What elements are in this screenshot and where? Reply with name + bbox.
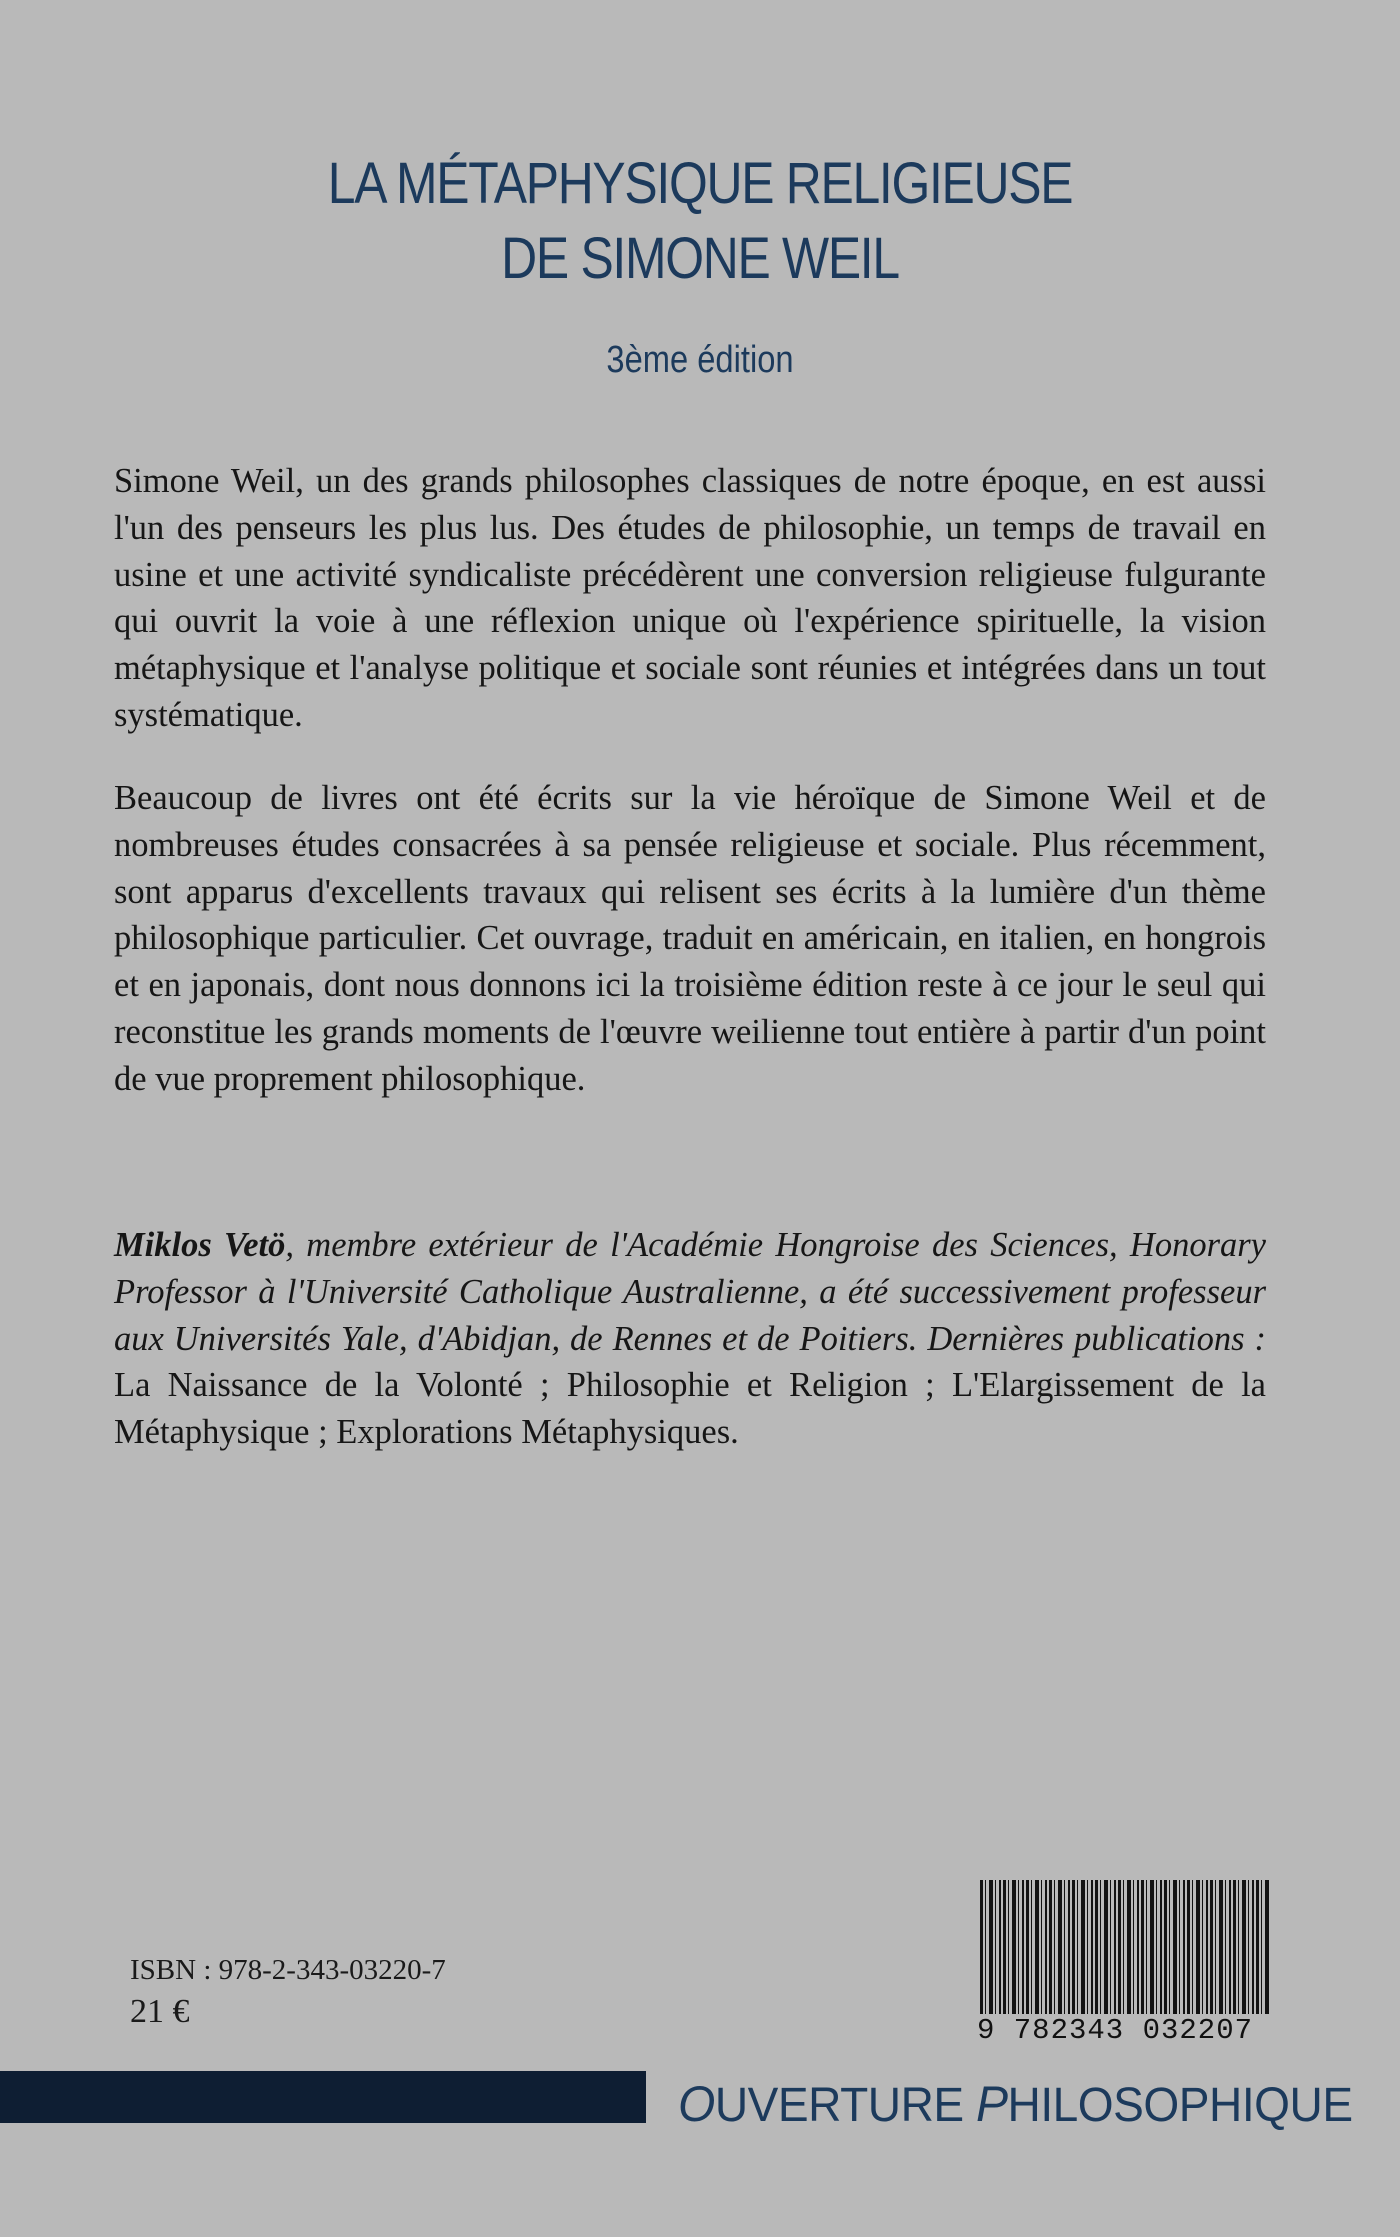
collection-name [678, 2076, 1353, 2134]
collection-initial-o: O [678, 2076, 715, 2132]
summary-paragraph-2: Beaucoup de livres ont été écrits sur la vie héroïque de Simone Weil et de nombreuses études consacrées à sa pensée religieuse et sociale. Plus récemment, sont apparus d'excellents travaux qui relisent ses écrits à la lumière d'un thème philosophique particulier. Cet ouvrage, traduit en américain, en italien, en hongrois et en japonais, dont nous donnons ici la troisième édition reste à ce jour le seul qui reconstitue les grands moments de l'œuvre weilienne tout entière à partir d'un point de vue proprement philosophique. [114, 779, 1266, 1098]
footer-color-bar [0, 2071, 646, 2123]
isbn-text: ISBN : 978-2-343-03220-7 [130, 1954, 446, 1986]
book-title-line-1: LA MÉTAPHYSIQUE RELIGIEUSE [327, 151, 1073, 216]
author-name: Miklos Vetö [114, 1226, 286, 1264]
book-title-line-2: DE SIMONE WEIL [501, 226, 899, 291]
author-bio [114, 1222, 1266, 1456]
edition-label: 3ème édition [606, 339, 794, 381]
author-publications: La Naissance de la Volonté ; Philosophie et Religion ; L'Elargissement de la Métaphysique ; Explorations Métaphysiques. [114, 1366, 1266, 1452]
author-credentials: , membre extérieur de l'Académie Hongroise des Sciences, Honorary Professor à l'Université Catholique Australienne, a été successivement professeur aux Universités Yale, d'Abidjan, de Rennes et de Poitiers. Dernières publications : [114, 1226, 1266, 1358]
price-text: 21 € [130, 1993, 190, 2030]
barcode-bars-icon [980, 1880, 1270, 2018]
barcode [958, 1880, 1272, 2050]
summary-paragraph-1: Simone Weil, un des grands philosophes classiques de notre époque, en est aussi l'un des penseurs les plus lus. Des études de philosophie, un temps de travail en usine et une activité syndicaliste précédèrent une conversion religieuse fulgurante qui ouvrit la voie à une réflexion unique où l'expérience spirituelle, la vision métaphysique et l'analyse politique et sociale sont réunies et intégrées dans un tout systématique. [114, 462, 1266, 734]
barcode-digits: 9 782343 032207 [958, 2014, 1272, 2048]
collection-initial-p: P [975, 2076, 1008, 2132]
collection-word-1: UVERTURE [714, 2079, 976, 2132]
collection-word-2: HILOSOPHIQUE [1007, 2079, 1353, 2132]
